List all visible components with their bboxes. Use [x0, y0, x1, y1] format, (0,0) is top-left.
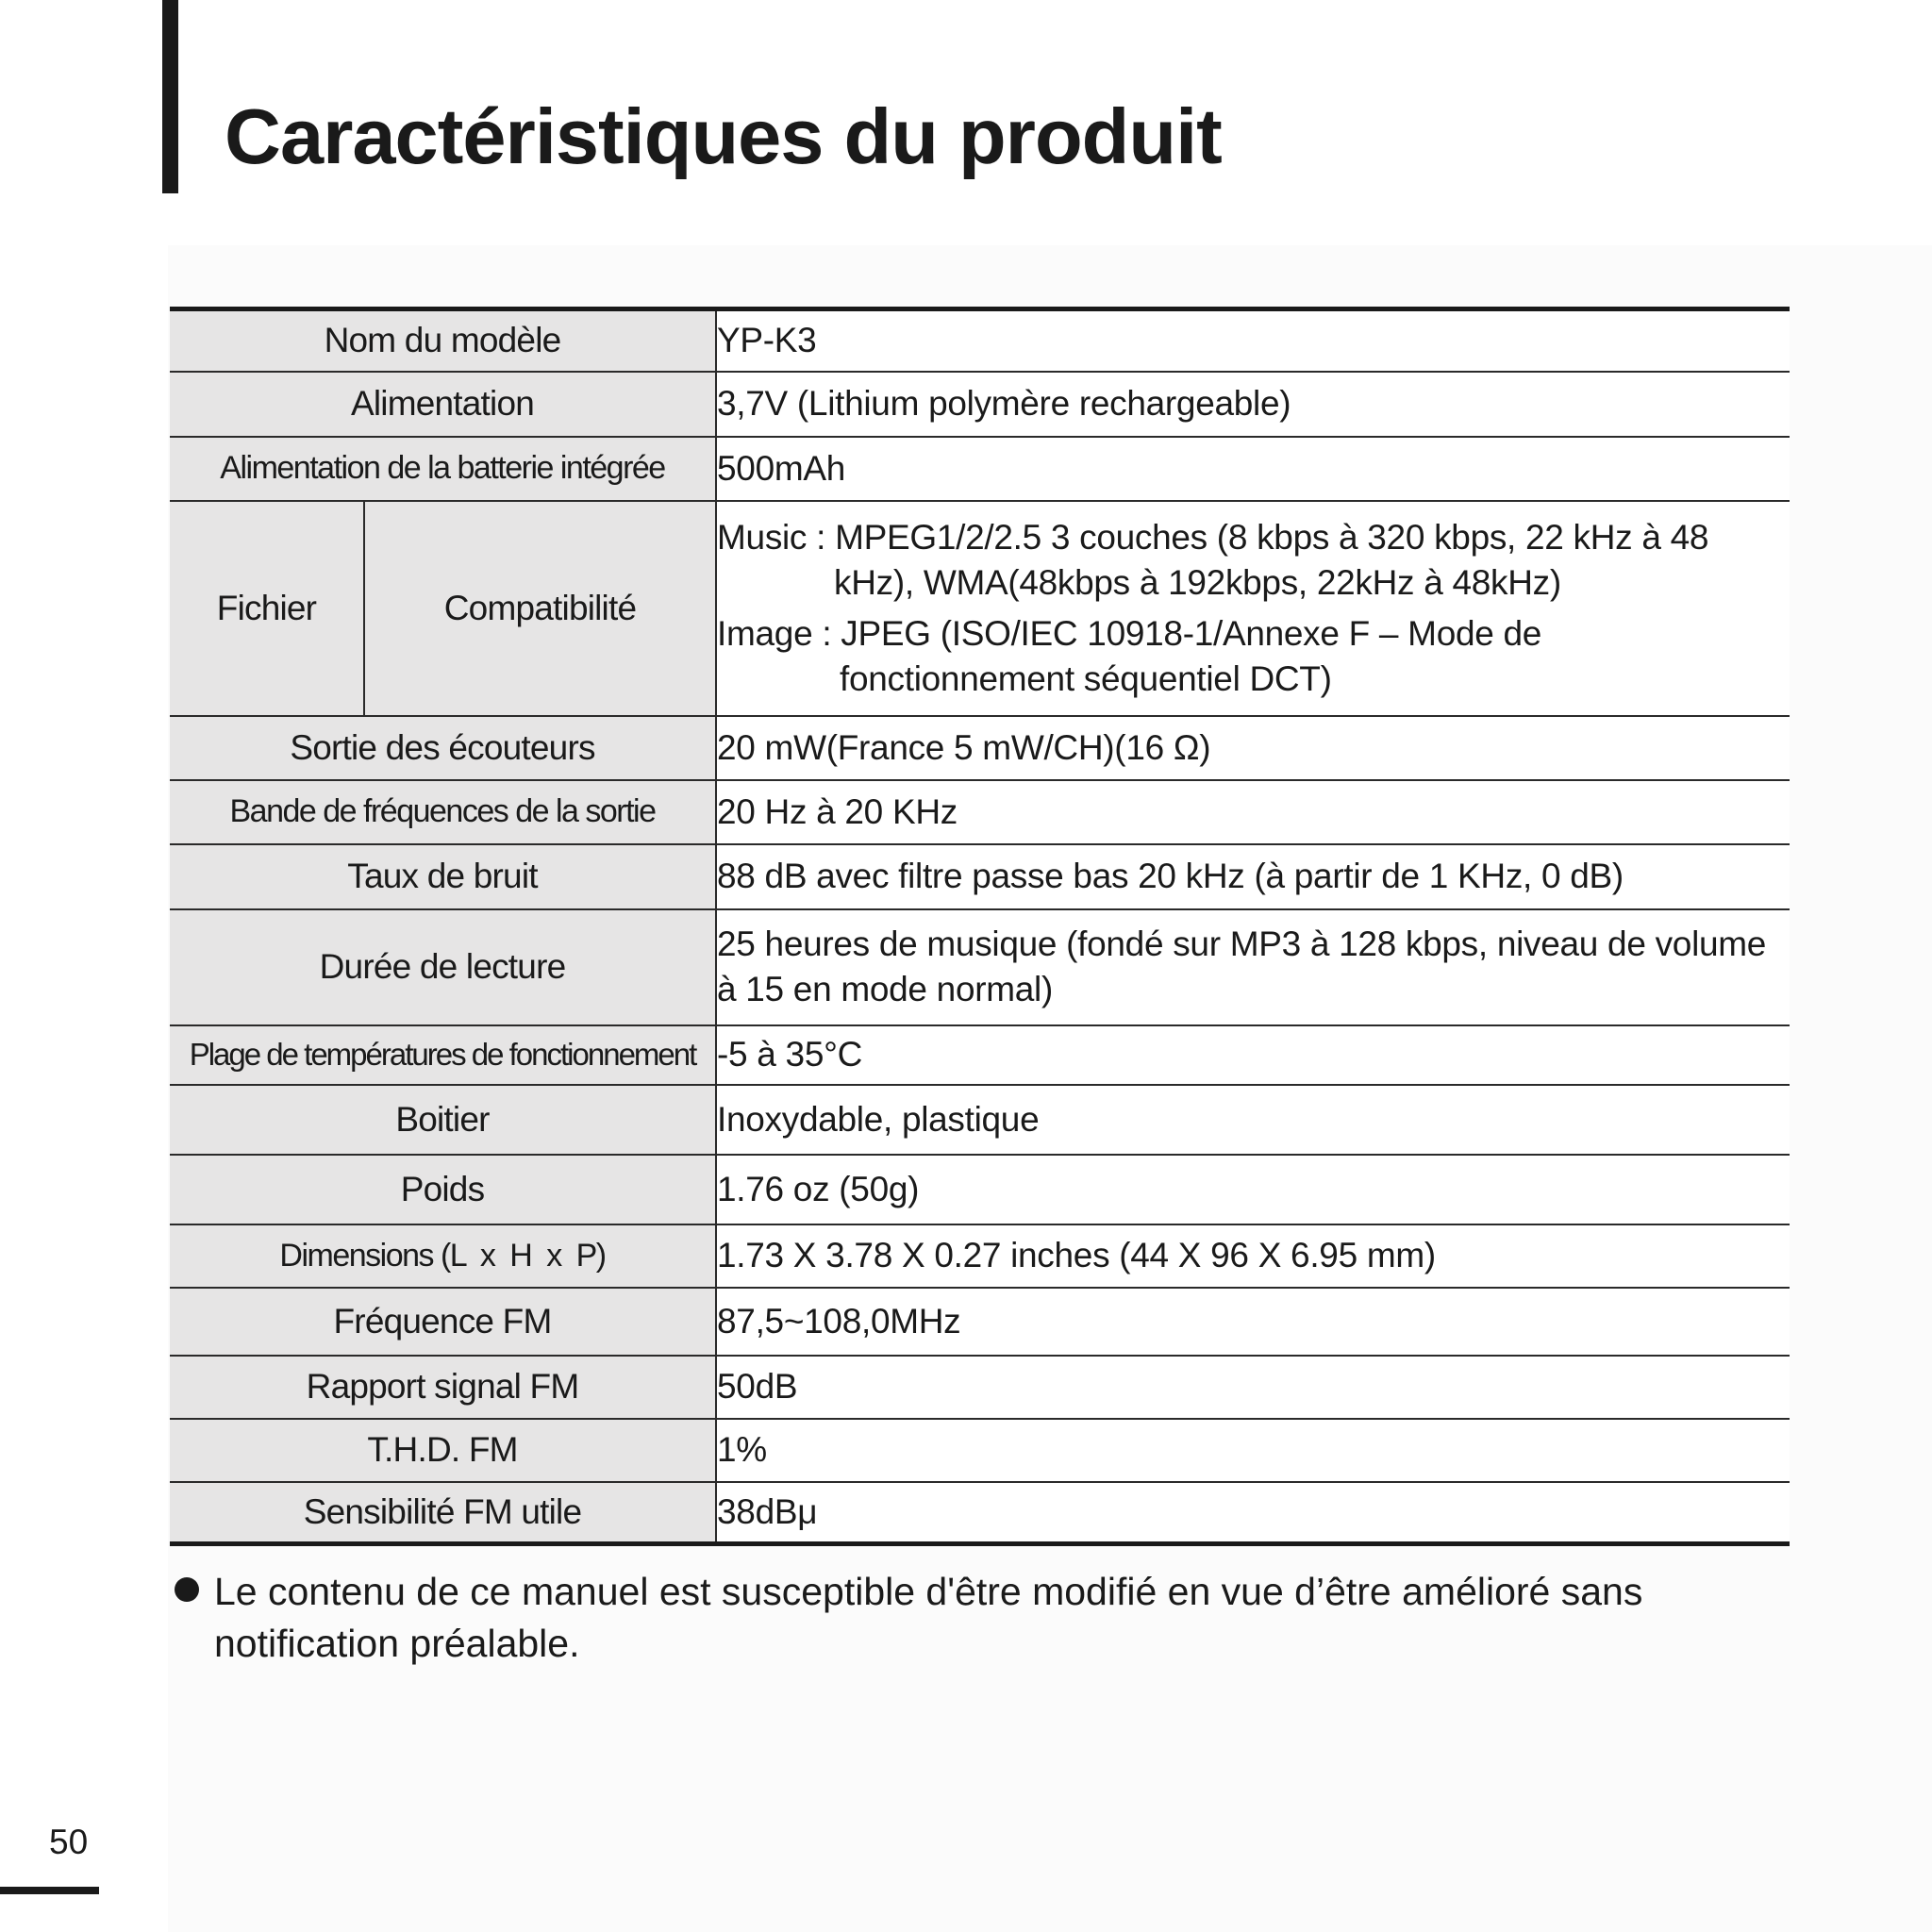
- table-row: [170, 1482, 1790, 1544]
- table-row: [170, 844, 1790, 909]
- spec-label: Taux de bruit: [170, 844, 716, 909]
- spec-value: 1%: [716, 1419, 1790, 1482]
- spec-label: Sortie des écouteurs: [170, 716, 716, 780]
- table-row: [170, 716, 1790, 780]
- spec-value: 20 Hz à 20 KHz: [716, 780, 1790, 844]
- spec-table: [170, 307, 1790, 1546]
- music-format-line: Music : MPEG1/2/2.5 3 couches (8 kbps à 320 kbps, 22 kHz à 48: [717, 517, 1709, 557]
- table-row: [170, 1419, 1790, 1482]
- table-row: [170, 309, 1790, 372]
- spec-label: Poids: [170, 1155, 716, 1224]
- spec-label: Boitier: [170, 1085, 716, 1155]
- music-format-line: kHz), WMA(48kbps à 192kbps, 22kHz à 48kHz): [834, 562, 1561, 602]
- spec-value: 1.73 X 3.78 X 0.27 inches (44 X 96 X 6.95 mm): [716, 1224, 1790, 1288]
- table-row: [170, 780, 1790, 844]
- spec-value: 20 mW(France 5 mW/CH)(16 Ω): [716, 716, 1790, 780]
- disclaimer-text: Le contenu de ce manuel est susceptible d'être modifié en vue d’être amélioré sans notification préalable.: [214, 1570, 1643, 1665]
- spec-label: Alimentation: [170, 372, 716, 437]
- table-row: [170, 909, 1790, 1025]
- spec-label: T.H.D. FM: [170, 1419, 716, 1482]
- table-row: [170, 1085, 1790, 1155]
- table-row: [170, 1224, 1790, 1288]
- spec-value: 87,5~108,0MHz: [716, 1288, 1790, 1356]
- title-accent-bar: [162, 0, 178, 193]
- spec-label: Bande de fréquences de la sortie: [170, 780, 716, 844]
- table-row: [170, 1288, 1790, 1356]
- spec-value-multiline: [716, 909, 1790, 1025]
- spec-value: 38dBμ: [716, 1482, 1790, 1544]
- table-row: [170, 1155, 1790, 1224]
- page-title: Caractéristiques du produit: [225, 92, 1222, 180]
- playback-line: 25 heures de musique (fondé sur MP3 à 128 kbps, niveau de volume: [717, 924, 1767, 963]
- spec-value: 3,7V (Lithium polymère rechargeable): [716, 372, 1790, 437]
- page-number: 50: [49, 1823, 89, 1861]
- spec-label: Alimentation de la batterie intégrée: [170, 437, 716, 501]
- page-number-rule: [0, 1887, 99, 1894]
- table-row: [170, 437, 1790, 501]
- spec-label: Plage de températures de fonctionnement: [170, 1025, 716, 1085]
- table-row: [170, 501, 1790, 716]
- spec-value: -5 à 35°C: [716, 1025, 1790, 1085]
- disclaimer-note: [175, 1566, 1788, 1670]
- spec-label: Compatibilité: [364, 501, 716, 716]
- table-row: [170, 1025, 1790, 1085]
- image-format-line: Image : JPEG (ISO/IEC 10918-1/Annexe F – Mode de: [717, 613, 1542, 653]
- spec-value: YP-K3: [716, 309, 1790, 372]
- spec-label: Nom du modèle: [170, 309, 716, 372]
- spec-value-multiline: [716, 501, 1790, 716]
- spec-value: 50dB: [716, 1356, 1790, 1419]
- spec-label: Sensibilité FM utile: [170, 1482, 716, 1544]
- spec-label: Fréquence FM: [170, 1288, 716, 1356]
- spec-value: 500mAh: [716, 437, 1790, 501]
- spec-value: Inoxydable, plastique: [716, 1085, 1790, 1155]
- spec-value: 88 dB avec filtre passe bas 20 kHz (à partir de 1 KHz, 0 dB): [716, 844, 1790, 909]
- spec-group-label: Fichier: [170, 501, 364, 716]
- table-row: [170, 372, 1790, 437]
- playback-line: à 15 en mode normal): [717, 970, 1053, 1008]
- table-row: [170, 1356, 1790, 1419]
- spec-label: Dimensions (L x H x P): [170, 1224, 716, 1288]
- spec-label: Rapport signal FM: [170, 1356, 716, 1419]
- spec-label: Durée de lecture: [170, 909, 716, 1025]
- spec-value: 1.76 oz (50g): [716, 1155, 1790, 1224]
- bullet-icon: [175, 1577, 199, 1602]
- image-format-line: fonctionnement séquentiel DCT): [840, 658, 1332, 698]
